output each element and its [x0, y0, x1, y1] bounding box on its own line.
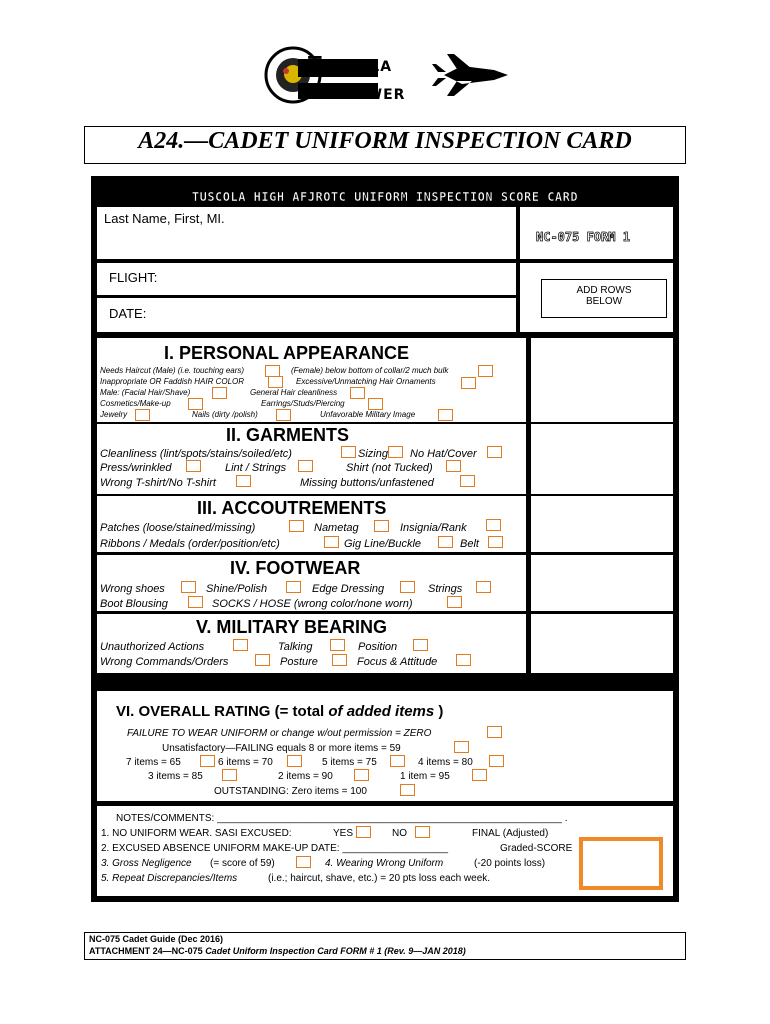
item-lint: Lint / Strings: [225, 462, 287, 474]
checkbox-boot-blousing[interactable]: [188, 596, 203, 608]
item-ribbons: Ribbons / Medals (order/position/etc): [100, 538, 280, 550]
checkbox-patches[interactable]: [289, 520, 304, 532]
item-buttons: Missing buttons/unfastened: [300, 477, 434, 489]
checkbox-jewelry[interactable]: [135, 409, 150, 421]
date-label: DATE:: [109, 306, 147, 321]
item-socks: SOCKS / HOSE (wrong color/none worn): [212, 598, 413, 610]
item-insignia: Insignia/Rank: [400, 522, 467, 534]
checkbox-gross-negligence[interactable]: [296, 856, 311, 868]
score-col-personal: [531, 338, 673, 422]
item-hair-color: Inappropriate OR Faddish HAIR COLOR: [100, 377, 245, 386]
checkbox-female-collar[interactable]: [478, 365, 493, 377]
item-jewelry: Jewelry: [100, 410, 128, 419]
brand-line-1: Tuscola: [308, 52, 393, 76]
card-banner: TUSCOLA HIGH AFJROTC UNIFORM INSPECTION SCORE CARD: [191, 190, 579, 204]
item-cleanliness: Cleanliness (lint/spots/stains/soiled/etc): [100, 448, 292, 460]
final-score-box[interactable]: [579, 837, 663, 890]
checkbox-tshirt[interactable]: [236, 475, 251, 487]
garments-title: II. GARMENTS: [226, 425, 350, 445]
footer-line-2: [89, 946, 466, 956]
item-shirt: Shirt (not Tucked): [346, 462, 433, 474]
item-earrings: Earrings/Studs/Piercing: [261, 399, 345, 408]
flight-label: FLIGHT:: [109, 270, 158, 285]
checkbox-wrong-shoes[interactable]: [181, 581, 196, 593]
item-unauthorized: Unauthorized Actions: [100, 641, 205, 653]
checkbox-buttons[interactable]: [460, 475, 475, 487]
rating-1: 1 item = 95: [400, 771, 450, 782]
item-nails: Nails (dirty /polish): [192, 410, 258, 419]
personal-title: I. PERSONAL APPEARANCE: [164, 343, 410, 363]
overall-title: [116, 703, 443, 720]
checkbox-59[interactable]: [454, 741, 469, 753]
score-col-footwear: [531, 555, 673, 611]
checkbox-press[interactable]: [186, 460, 201, 472]
score-col-garments: [531, 424, 673, 494]
rating-outstanding: OUTSTANDING: Zero items = 100: [214, 786, 367, 797]
rating-failure: FAILURE TO WEAR UNIFORM or change w/out permission = ZERO: [127, 728, 432, 739]
checkbox-talking[interactable]: [330, 639, 345, 651]
overall-title-a: VI. OVERALL RATING (= total: [116, 703, 329, 720]
rating-3: 3 items = 85: [148, 771, 203, 782]
checkbox-yes[interactable]: [356, 826, 371, 838]
item-edge: Edge Dressing: [312, 583, 385, 595]
checkbox-85[interactable]: [222, 769, 237, 781]
checkbox-hair-color[interactable]: [268, 376, 283, 388]
graded-score-label: Graded-SCORE: [500, 843, 573, 854]
item-cosmetics: Cosmetics/Make-up: [100, 399, 171, 408]
flight-field[interactable]: [97, 263, 516, 295]
rating-2: 2 items = 90: [278, 771, 333, 782]
item-hair-ornaments: Excessive/Unmatching Hair Ornaments: [296, 377, 436, 386]
checkbox-75[interactable]: [390, 755, 405, 767]
checkbox-belt[interactable]: [488, 536, 503, 548]
date-field[interactable]: [97, 298, 516, 332]
note-5b: (i.e.; haircut, shave, etc.) = 20 pts loss each week.: [268, 873, 491, 884]
item-strings: Strings: [428, 583, 463, 595]
item-patches: Patches (loose/stained/missing): [100, 522, 256, 534]
notes-label: NOTES/COMMENTS: ______________________________________________________________ .: [116, 813, 568, 824]
checkbox-65[interactable]: [200, 755, 215, 767]
item-boot-blousing: Boot Blousing: [100, 598, 168, 610]
page-title: A24.—CADET UNIFORM INSPECTION CARD: [138, 128, 632, 154]
footer-line-2b: Cadet Uniform Inspection Card FORM # 1 (Rev. 9—JAN 2018): [205, 946, 466, 956]
checkbox-focus[interactable]: [456, 654, 471, 666]
note-3a: 3. Gross Negligence: [101, 858, 192, 869]
note-1-no: NO: [392, 828, 407, 839]
checkbox-100[interactable]: [400, 784, 415, 796]
item-position: Position: [358, 641, 398, 653]
note-3b: (= score of 59): [210, 858, 275, 869]
item-nametag: Nametag: [314, 522, 359, 534]
checkbox-no[interactable]: [415, 826, 430, 838]
checkbox-cleanliness[interactable]: [341, 446, 356, 458]
item-gigline: Gig Line/Buckle: [344, 538, 422, 550]
checkbox-strings[interactable]: [476, 581, 491, 593]
overall-title-c: ): [434, 703, 444, 720]
footer-line-2a: ATTACHMENT 24—NC-075: [89, 946, 206, 956]
checkbox-70[interactable]: [287, 755, 302, 767]
add-rows-line-2: BELOW: [585, 296, 623, 307]
accoutrements-title: III. ACCOUTREMENTS: [197, 498, 387, 518]
rating-4: 4 items = 80: [418, 757, 473, 768]
checkbox-zero[interactable]: [487, 726, 502, 738]
rating-unsat: Unsatisfactory—FAILING equals 8 or more items = 59: [162, 743, 401, 754]
checkbox-socks[interactable]: [447, 596, 462, 608]
checkbox-insignia[interactable]: [486, 519, 501, 531]
checkbox-gigline[interactable]: [438, 536, 453, 548]
item-military-image: Unfavorable Military Image: [320, 410, 416, 419]
checkbox-cosmetics[interactable]: [188, 398, 203, 410]
footer-line-1: NC-075 Cadet Guide (Dec 2016): [89, 934, 224, 944]
score-col-bearing: [531, 614, 673, 673]
item-wrong-commands: Wrong Commands/Orders: [100, 656, 229, 668]
rating-7: 7 items = 65: [126, 757, 181, 768]
add-rows-box: [541, 279, 667, 318]
logo: [262, 44, 512, 106]
checkbox-wrong-commands[interactable]: [255, 654, 270, 666]
checkbox-shirt[interactable]: [446, 460, 461, 472]
checkbox-shine[interactable]: [286, 581, 301, 593]
checkbox-no-hat[interactable]: [487, 446, 502, 458]
note-1-yes: YES: [333, 828, 354, 839]
checkbox-nametag[interactable]: [374, 520, 389, 532]
note-5a: 5. Repeat Discrepancies/Items: [101, 873, 238, 884]
brand-line-2: Airpower: [308, 80, 406, 104]
name-label: Last Name, First, MI.: [104, 211, 225, 226]
note-2: 2. EXCUSED ABSENCE UNIFORM MAKE-UP DATE: ___________________: [101, 843, 449, 854]
checkbox-unauthorized[interactable]: [233, 639, 248, 651]
checkbox-ribbons[interactable]: [324, 536, 339, 548]
checkbox-95[interactable]: [472, 769, 487, 781]
checkbox-posture[interactable]: [332, 654, 347, 666]
item-posture: Posture: [280, 656, 318, 668]
item-press: Press/wrinkled: [100, 462, 172, 474]
checkbox-sizing[interactable]: [388, 446, 403, 458]
item-female-collar: (Female) below bottom of collar/2 much bulk: [291, 366, 449, 375]
bearing-title: V. MILITARY BEARING: [196, 617, 388, 637]
item-sizing: Sizing: [358, 448, 388, 460]
checkbox-edge[interactable]: [400, 581, 415, 593]
checkbox-90[interactable]: [354, 769, 369, 781]
checkbox-lint[interactable]: [298, 460, 313, 472]
overall-title-b: of added items: [328, 703, 435, 720]
item-facial-hair: Male: (Facial Hair/Shave): [100, 388, 191, 397]
item-hair-cleanliness: General Hair cleanliness: [250, 388, 338, 397]
checkbox-hair-ornaments[interactable]: [461, 377, 476, 389]
note-4b: (-20 points loss): [474, 858, 546, 869]
score-col-accoutrements: [531, 496, 673, 552]
checkbox-facial-hair[interactable]: [212, 387, 227, 399]
item-belt: Belt: [460, 538, 479, 550]
item-needs-haircut: Needs Haircut (Male) (i.e. touching ears): [100, 366, 245, 375]
checkbox-80[interactable]: [489, 755, 504, 767]
form-id: NC-075 FORM 1: [536, 230, 630, 244]
checkbox-earrings[interactable]: [368, 398, 383, 410]
item-shine: Shine/Polish: [206, 583, 268, 595]
checkbox-position[interactable]: [413, 639, 428, 651]
checkbox-nails[interactable]: [276, 409, 291, 421]
checkbox-hair-cleanliness[interactable]: [350, 387, 365, 399]
final-adjusted-label: FINAL (Adjusted): [472, 828, 549, 839]
add-rows-line-1: ADD ROWS: [576, 285, 632, 296]
item-no-hat: No Hat/Cover: [410, 448, 477, 460]
item-tshirt: Wrong T-shirt/No T-shirt: [100, 477, 216, 489]
item-talking: Talking: [278, 641, 313, 653]
footwear-title: IV. FOOTWEAR: [230, 558, 361, 578]
item-wrong-shoes: Wrong shoes: [100, 583, 165, 595]
checkbox-military-image[interactable]: [438, 409, 453, 421]
rating-6: 6 items = 70: [218, 757, 273, 768]
note-4a: 4. Wearing Wrong Uniform: [325, 858, 444, 869]
note-1: 1. NO UNIFORM WEAR. SASI EXCUSED:: [101, 828, 292, 839]
rating-5: 5 items = 75: [322, 757, 377, 768]
item-focus: Focus & Attitude: [357, 656, 438, 668]
